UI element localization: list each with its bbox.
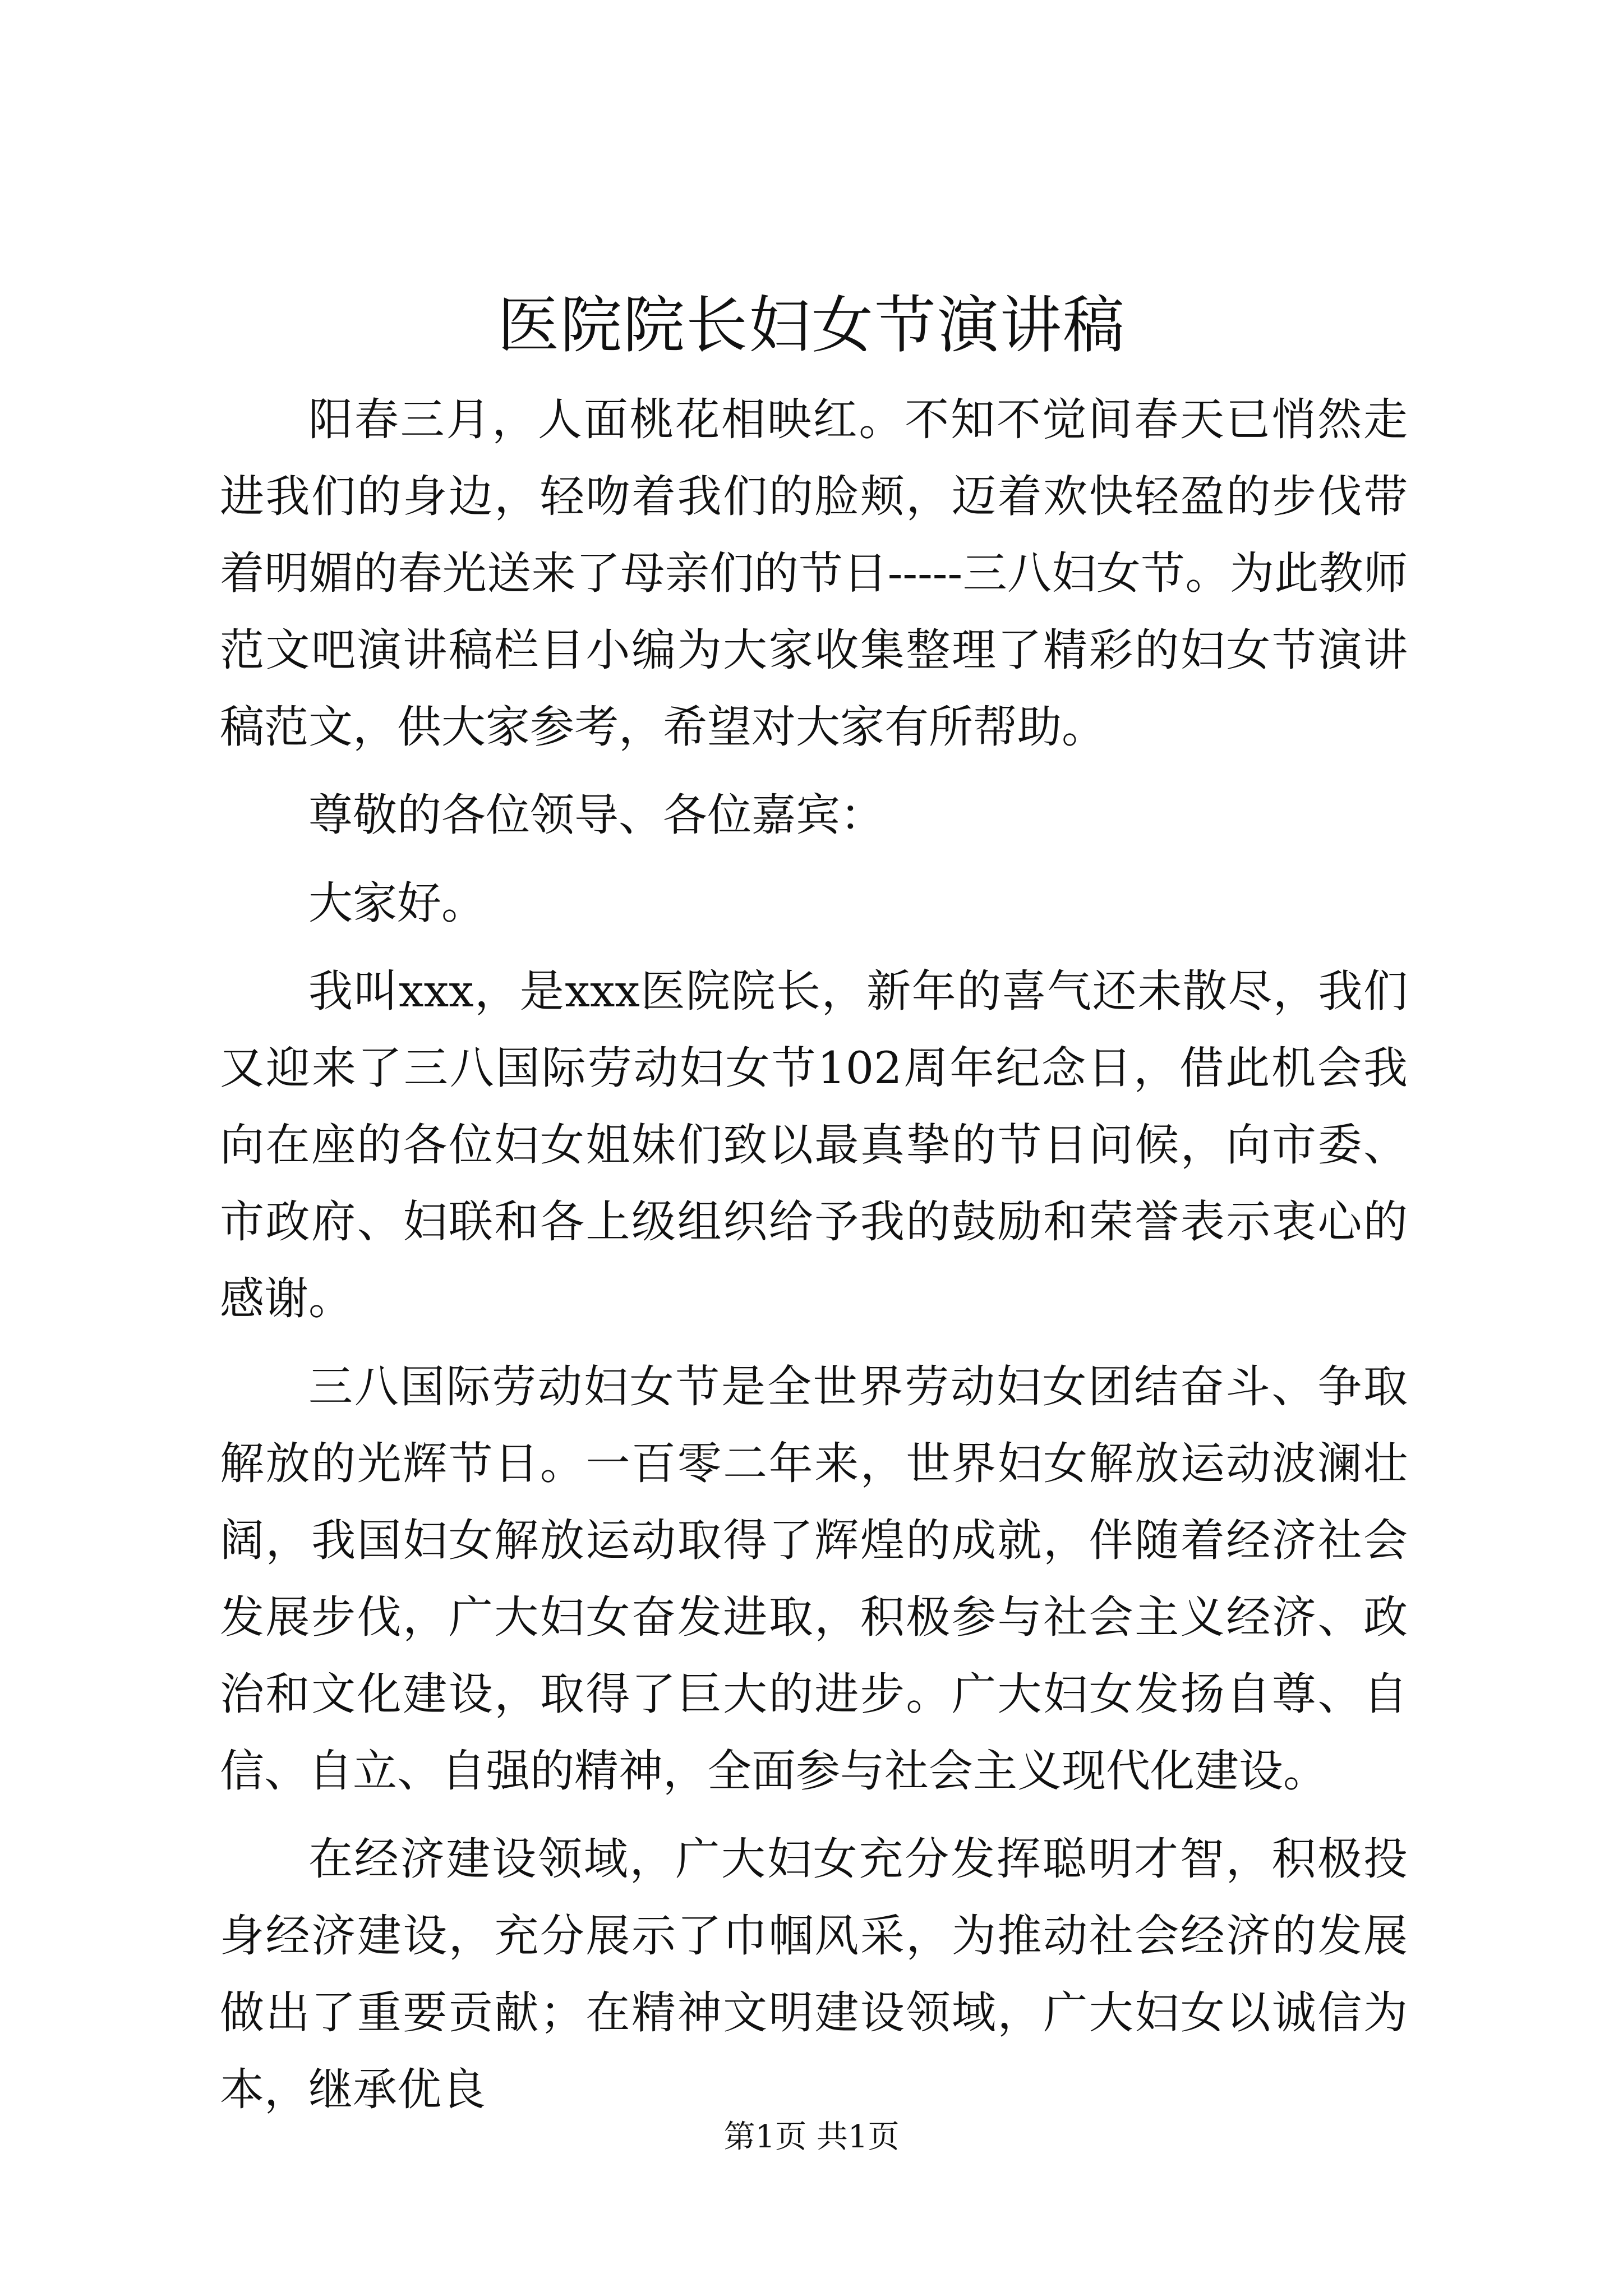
document-title: 医院院长妇女节演讲稿 (497, 289, 1126, 361)
document-body (220, 381, 1408, 2128)
page-footer: 第1页 共1页 (723, 2119, 900, 2155)
paragraph-intro: 阳春三月，人面桃花相映红。不知不觉间春天已悄然走进我们的身边，轻吻着我们的脸颊，迈着欢快轻盈的步伐带着明媚的春光送来了母亲们的节日-----三八妇女节。为此教师范文吧演讲稿栏目小编为大家收集整理了精彩的妇女节演讲稿范文，供大家参考，希望对大家有所帮助。 (220, 394, 1408, 753)
paragraph-womens-day-history: 三八国际劳动妇女节是全世界劳动妇女团结奋斗、争取解放的光辉节日。一百零二年来，世界妇女解放运动波澜壮阔，我国妇女解放运动取得了辉煌的成就，伴随着经济社会发展步伐，广大妇女奋发进取，积极参与社会主义经济、政治和文化建设，取得了巨大的进步。广大妇女发扬自尊、自信、自立、自强的精神，全面参与社会主义现代化建设。 (220, 1361, 1408, 1797)
paragraph-greeting: 大家好。 (308, 877, 486, 929)
paragraph-economic-contribution: 在经济建设领域，广大妇女充分发挥聪明才智，积极投身经济建设，充分展示了巾帼风采，为推动社会经济的发展做出了重要贡献；在精神文明建设领域，广大妇女以诚信为本，继承优良 (220, 1833, 1408, 2115)
paragraph-self-introduction: 我叫xxx，是xxx医院院长，新年的喜气还未散尽，我们又迎来了三八国际劳动妇女节102周年纪念日，借此机会我向在座的各位妇女姐妹们致以最真挚的节日问候，向市委、市政府、妇联和各上级组织给予我的鼓励和荣誉表示衷心的感谢。 (220, 965, 1408, 1324)
paragraph-salutation: 尊敬的各位领导、各位嘉宾： (308, 789, 884, 841)
